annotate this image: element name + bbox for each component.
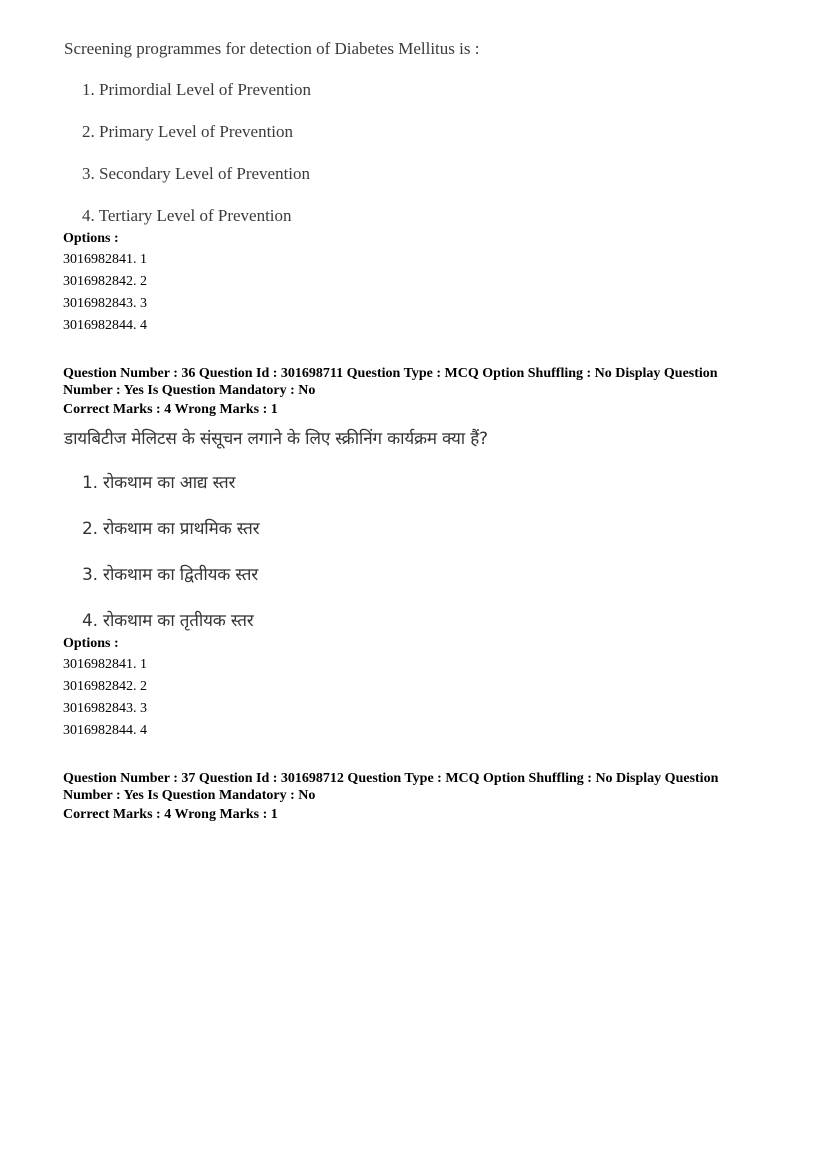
question-37-meta-line-2: Number : Yes Is Question Mandatory : No: [63, 788, 316, 803]
question-35-image-option-3: 3. Secondary Level of Prevention: [82, 164, 311, 183]
question-37-marks: Correct Marks : 4 Wrong Marks : 1: [63, 807, 278, 822]
question-35-option-4: 3016982844. 4: [63, 318, 147, 333]
question-36-image-option-3: 3. रोकथाम का द्वितीयक स्तर: [82, 565, 258, 585]
question-36-options-label: Options :: [63, 636, 119, 651]
question-36-option-1: 3016982841. 1: [63, 657, 147, 672]
question-35-image-option-2: 2. Primary Level of Prevention: [82, 122, 294, 141]
question-36-option-4: 3016982844. 4: [63, 723, 147, 738]
question-35-options-label: Options :: [63, 231, 119, 246]
question-35-option-1: 3016982841. 1: [63, 252, 147, 267]
question-36-image-option-4: 4. रोकथाम का तृतीयक स्तर: [82, 611, 254, 631]
question-36-marks: Correct Marks : 4 Wrong Marks : 1: [63, 402, 278, 417]
question-37-meta: [63, 770, 763, 804]
question-35-text: Screening programmes for detection of Diabetes Mellitus is :: [64, 39, 480, 58]
question-37-meta-line-1: Question Number : 37 Question Id : 301698712 Question Type : MCQ Option Shuffling : No Display Question: [63, 771, 719, 786]
question-36-option-2: 3016982842. 2: [63, 679, 147, 694]
question-36-meta-line-2: Number : Yes Is Question Mandatory : No: [63, 383, 316, 398]
question-35-option-2: 3016982842. 2: [63, 274, 147, 289]
question-35-image-option-4: 4. Tertiary Level of Prevention: [82, 206, 292, 225]
question-36-image-option-2: 2. रोकथाम का प्राथमिक स्तर: [82, 519, 260, 539]
question-36-meta: [63, 365, 763, 399]
question-35-option-3: 3016982843. 3: [63, 296, 147, 311]
question-36-meta-line-1: Question Number : 36 Question Id : 301698711 Question Type : MCQ Option Shuffling : No Display Question: [63, 366, 718, 381]
question-36-option-3: 3016982843. 3: [63, 701, 147, 716]
question-35-image-option-1: 1. Primordial Level of Prevention: [82, 80, 311, 99]
question-36-text: डायबिटीज मेलिटस के संसूचन लगाने के लिए स्क्रीनिंग कार्यक्रम क्या हैं?: [64, 429, 488, 449]
question-36-image-option-1: 1. रोकथाम का आद्य स्तर: [82, 473, 236, 493]
